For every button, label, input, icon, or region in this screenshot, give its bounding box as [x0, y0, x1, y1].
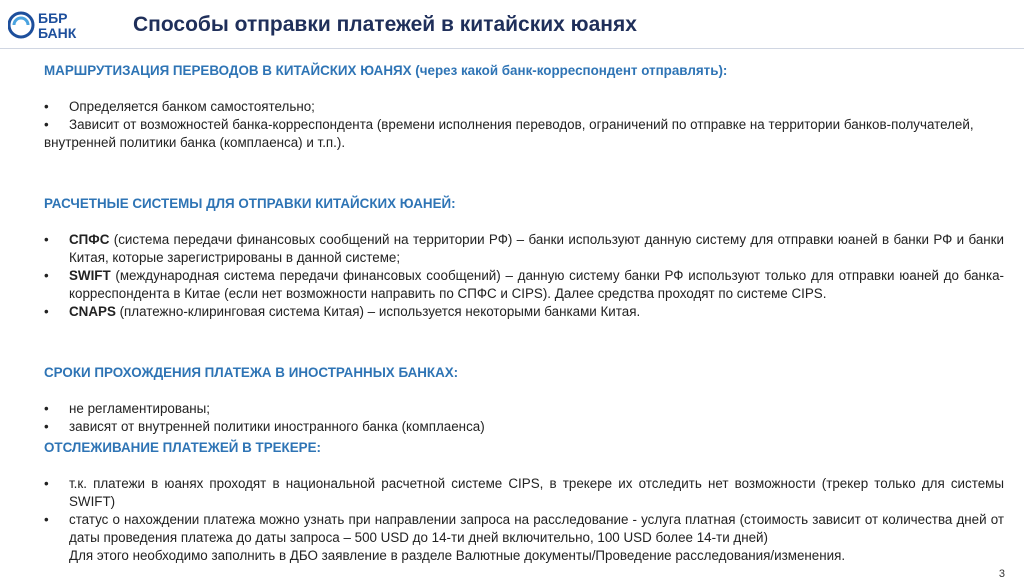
list-item: • СПФС (система передачи финансовых сообщений на территории РФ) – банки используют данную систему для отправки юаней в банки РФ и банки Китая, которые зарегистрированы в данной системе;: [44, 232, 1004, 265]
list-item: • зависят от внутренней политики иностранного банка (комплаенса): [44, 419, 485, 434]
list-item: • статус о нахождении платежа можно узнать при направлении запроса на расследование - услуга платная (стоимость зависит от количества дней от даты проведения платежа до даты запроса – 500 USD до 14-ти дней включительно, 100 USD более 14-ти дней): [44, 512, 1004, 545]
system-name: СПФС: [69, 232, 110, 247]
list-item-continuation: внутренней политики банка (комплаенса) и т.п.).: [44, 135, 346, 150]
header: [0, 0, 1024, 50]
section-heading-tracking: ОТСЛЕЖИВАНИЕ ПЛАТЕЖЕЙ В ТРЕКЕРЕ:: [44, 440, 321, 455]
section-heading-routing: МАРШРУТИЗАЦИЯ ПЕРЕВОДОВ В КИТАЙСКИХ ЮАНЯХ (через какой банк-корреспондент отправлять):: [44, 63, 728, 78]
section-heading-systems: РАСЧЕТНЫЕ СИСТЕМЫ ДЛЯ ОТПРАВКИ КИТАЙСКИХ ЮАНЕЙ:: [44, 196, 456, 211]
tracking-note: Для этого необходимо заполнить в ДБО заявление в разделе Валютные документы/Проведение расследования/изменения.: [69, 548, 846, 563]
page-number: 3: [998, 568, 1005, 580]
svg-text:БАНК: БАНК: [38, 25, 77, 41]
page-title: Способы отправки платежей в китайских юанях: [133, 13, 637, 36]
list-item: • Зависит от возможностей банка-корреспондента (времени исполнения переводов, ограничений по отправке на территории банков-получателей,: [44, 117, 974, 132]
content: [44, 62, 1004, 565]
bbr-bank-logo: [8, 7, 92, 43]
system-name: CNAPS: [69, 304, 116, 319]
list-item: • Определяется банком самостоятельно;: [44, 99, 315, 114]
list-item: • SWIFT (международная система передачи финансовых сообщений) – данную систему банки РФ используют только для отправки юаней до банка-корреспондента в Китае (если нет возможности направить по СПФС и CIPS). Далее средства проходят по системе CIPS.: [44, 268, 1004, 301]
list-item: • не регламентированы;: [44, 401, 211, 416]
system-name: SWIFT: [69, 268, 111, 283]
header-divider: [0, 48, 1024, 49]
list-item: • CNAPS (платежно-клиринговая система Китая) – используется некоторыми банками Китая.: [44, 304, 641, 319]
section-heading-terms: СРОКИ ПРОХОЖДЕНИЯ ПЛАТЕЖА В ИНОСТРАННЫХ БАНКАХ:: [44, 365, 459, 380]
svg-text:ББР: ББР: [38, 10, 68, 26]
list-item: • т.к. платежи в юанях проходят в национальной расчетной системе CIPS, в трекере их отследить нет возможности (трекер только для системы SWIFT): [44, 476, 1004, 509]
